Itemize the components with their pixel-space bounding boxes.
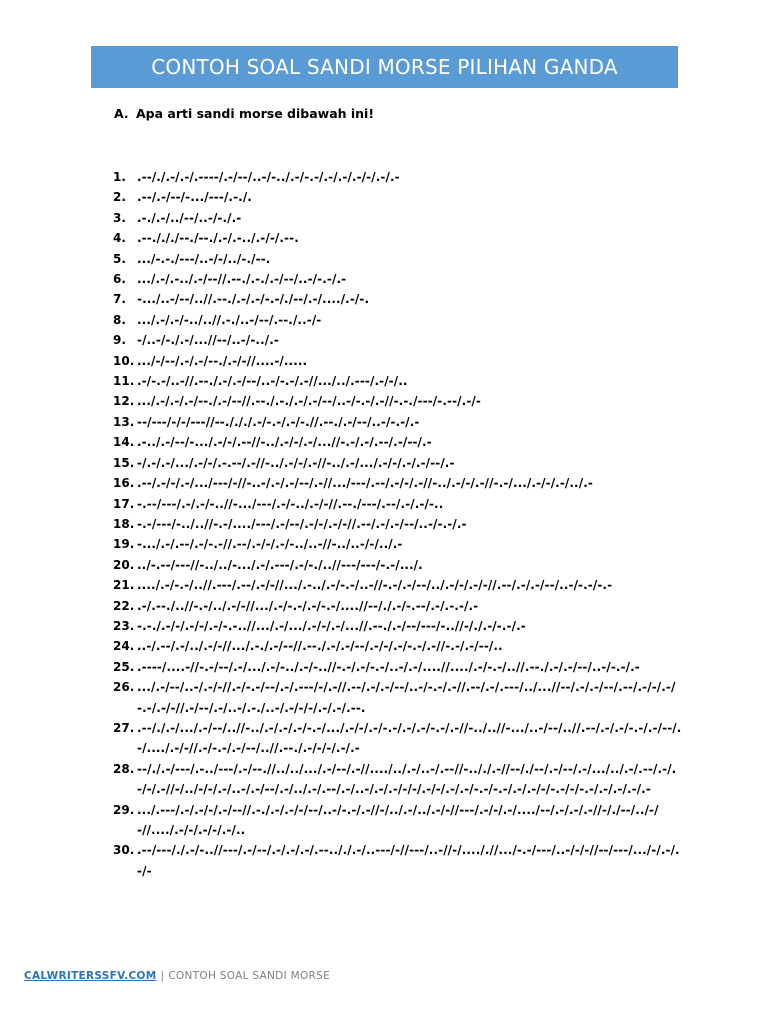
morse-code-text: .../-.-./---/..-/-/../-./--. xyxy=(137,251,271,266)
morse-code-text: .-/-.-/..-//.--./.-/.-/--/..-/-.-/.-//.../../.---/.-/-/.. xyxy=(137,374,408,389)
instruction xyxy=(114,106,374,121)
question-number: 9. xyxy=(113,333,126,348)
question-item xyxy=(113,759,683,800)
morse-code-text: .--/.-/-/.-/.../---/-//-..-/.-/.-/--/.-//.../---/.--/.-/-/.-//-../.-/-/.-//-.-/.../.-/-/.-/../.- xyxy=(137,476,593,491)
morse-code-text: .--/./.-/.../.-/--/..//-../.-/.-/.-/-.-/.../.-/-/.-/-.-/.-/.-/-.-/.-//-../..//-.../..-/--/..//.--/.-/.-/-.-/.-/--/.-/..../.-/-//.-/-.-/.-/--/..//.--./.-/-/-/.-/.- xyxy=(137,720,682,756)
question-item xyxy=(113,432,683,452)
question-item xyxy=(113,391,683,411)
question-item xyxy=(113,412,683,432)
question-item xyxy=(113,555,683,575)
morse-code-text: .--/.-/--/-.../---/.-./. xyxy=(137,190,252,205)
question-item xyxy=(113,596,683,616)
question-number: 3. xyxy=(113,210,126,225)
question-number: 6. xyxy=(113,272,126,287)
question-number: 15. xyxy=(113,455,135,470)
question-list xyxy=(113,167,683,881)
question-item xyxy=(113,187,683,207)
question-item xyxy=(113,677,683,718)
morse-code-text: .--/./.-/.-/.----/.-/--/..-/-../.-/-.-/.-/.-/.-/-/.-/.- xyxy=(137,170,400,184)
question-item xyxy=(113,208,683,228)
question-number: 16. xyxy=(113,476,135,491)
question-item xyxy=(113,167,683,187)
morse-code-text: .../.-/--/..-/.-/-//.-/-.-/--/.-/.---/-/.-//.--/.-/.-/--/..-/-.-/.-//.--/.-/.---/../...//--/.-/.-/--/.--/.-/-/.-/-.-/.-/-//.-/--/.-/..-/.-./..-/.-/-/-/.-/.-/.--. xyxy=(137,680,676,715)
footer-text: CONTOH SOAL SANDI MORSE xyxy=(168,970,331,982)
question-number: 22. xyxy=(113,598,135,613)
morse-code-text: -.../.-/.--/.-/-.-//.--/.-/-/.-/-../..-//-../..-/-/../.- xyxy=(137,537,403,552)
title-banner xyxy=(91,46,678,88)
question-number: 30. xyxy=(113,843,135,858)
morse-code-text: .----/....-//-.-/--/.-/.../.-/-../.-/-..//-.-/.-/-.-/..-/.-/....//..../.-/-.-/..//.--./.-/.-/--/..-/-.-/.- xyxy=(137,659,640,674)
morse-code-text: .../.---/.-/.-/-/.-/--//.-./.-/.-/-/--/..-/-.-/.-//-/../.-/../.-/-//---/.-/-/.-/..../--/.-/.-/.-//-/./--/../-/-//..../.-/-/.-/-/.-/.. xyxy=(137,802,659,837)
question-number: 1. xyxy=(113,170,126,184)
morse-code-text: ..../.-/-.-/..//.---/.--/.-/-//.../.-../.-/-.-/..-//-.-/.-/--/../.-/-/.-/-//.--/.-/.-/--/..-/-.-/-.- xyxy=(137,578,613,593)
page-title: CONTOH SOAL SANDI MORSE PILIHAN GANDA xyxy=(151,55,618,79)
question-item xyxy=(113,330,683,350)
footer xyxy=(24,970,330,982)
morse-code-text: --/---/-/-/---//--./././.-/-.-/.-/-.//.--./.-/--/..-/-.-/.- xyxy=(137,414,420,429)
question-number: 17. xyxy=(113,496,135,511)
question-number: 14. xyxy=(113,435,135,450)
question-number: 10. xyxy=(113,353,135,368)
morse-code-text: .--/---/./.-/-..//---/.-/--/.-/.-/.-/.--.././.-/..---/-//---/..-//-/...././/.../-.-/---/..-/-/-//--/---/.../-/.-/.-/- xyxy=(137,843,680,878)
morse-code-text: .../.-/.-../.-/--//.--./.-./.-/--/..-/-.-/.- xyxy=(137,272,347,287)
question-number: 7. xyxy=(113,292,126,307)
question-number: 12. xyxy=(113,394,135,409)
morse-code-text: -.--/---/.-/.-/-..//-.../---/.-/-../.-/-//.--./---/.--/.-/.-/-.. xyxy=(137,496,444,511)
question-item xyxy=(113,718,683,759)
question-number: 29. xyxy=(113,802,135,817)
question-number: 25. xyxy=(113,659,135,674)
question-number: 18. xyxy=(113,516,135,531)
question-item xyxy=(113,840,683,881)
question-number: 8. xyxy=(113,312,126,327)
question-item xyxy=(113,289,683,309)
morse-code-text: .-/.--./..//-.-/../.-/-//.../.-/-.-/.-/-.-/....//--/./.-/-.--/.-/.-.-/.- xyxy=(137,598,479,613)
question-item xyxy=(113,616,683,636)
question-item xyxy=(113,351,683,371)
footer-separator: | xyxy=(160,970,165,982)
morse-code-text: -.-/---/-../..//-.-/..../---/.-/--/.-/-/.-/-//.--/.-/.-/--/..-/-.-/.- xyxy=(137,516,467,531)
question-number: 28. xyxy=(113,761,135,776)
footer-link[interactable]: CALWRITERSSFV.COM xyxy=(24,970,157,982)
morse-code-text: ../-.--/---//-../../-.../.-/.---/.-/-./..//---/---/-.-/.../. xyxy=(137,557,423,572)
question-number: 19. xyxy=(113,537,135,552)
question-number: 26. xyxy=(113,680,135,695)
question-item xyxy=(113,249,683,269)
morse-code-text: -.-./.-/-/.-/-/.-/-.-..//.../.-/.../.-/-/.-/...//.--./.-/--/---/-..//-/./.-/-.-/.- xyxy=(137,618,526,633)
question-item xyxy=(113,269,683,289)
question-item xyxy=(113,453,683,473)
question-item xyxy=(113,371,683,391)
morse-code-text: -.../..-/--/..//.--./.-/.-/-.-/./--/.-/..../.-/-. xyxy=(137,292,370,307)
question-item xyxy=(113,575,683,595)
question-item xyxy=(113,228,683,248)
question-item xyxy=(113,800,683,841)
question-item xyxy=(113,494,683,514)
morse-code-text: .../.-/.-/-../..//.-./..-/--/.--./..-/- xyxy=(137,312,322,327)
question-item xyxy=(113,310,683,330)
morse-code-text: .-../.-/--/-.../.-/-/.--//-../.-/-/.-/...//-.-/.-/.--/.-/--/.- xyxy=(137,435,432,450)
question-number: 11. xyxy=(113,374,135,389)
instruction-text: Apa arti sandi morse dibawah ini! xyxy=(136,106,375,121)
morse-code-text: .-./.-/../--/..-/-./.- xyxy=(137,210,242,225)
morse-code-text: --/./.-/---/.-../---/.-/--.//../../.../.-/--/.-//..../../.-/..-/.--//-.././.-//--/./--/.-/--/.-/.../../.-/.--/.-/.-/-/.-//-/../-/-/.-/..-/.-/--/.-/../.-/.--/.-/..-/.-/.-/-/-/.-/-/.-/.-/-.-/-.-/.-/.-/-/-.-/-/-.-/.-/.-/.-/.- xyxy=(137,761,677,797)
question-number: 4. xyxy=(113,231,126,246)
morse-code-text: .../.-/.-/.-/--./.-/--//.--./.-./.-/.-/--/..-/-.-/.-//-.-./---/-.--/.-/- xyxy=(137,394,481,409)
question-item xyxy=(113,657,683,677)
question-item xyxy=(113,636,683,656)
question-number: 20. xyxy=(113,557,135,572)
morse-code-text: -/.-/.-/.../.-/-/.-.--/.-//-../.-/-/.-//-../.-/.../.-/-/.-/.-/--/.- xyxy=(137,455,455,470)
question-number: 21. xyxy=(113,578,135,593)
morse-code-text: .--./././--./--./.-/.-../.-/-/.--. xyxy=(137,231,299,246)
question-number: 13. xyxy=(113,414,135,429)
morse-code-text: -/..-/-./.-/...//--/..-/-../.- xyxy=(137,333,279,348)
morse-code-text: ..-/.--/.-/../.-/-//.../.-./.-/--//.--./.-/.-/--/.-/-/.-/-.-/.-//-.-/.-/--/.. xyxy=(137,639,503,654)
question-number: 5. xyxy=(113,251,126,266)
question-number: 24. xyxy=(113,639,135,654)
question-number: 27. xyxy=(113,720,135,735)
question-item xyxy=(113,514,683,534)
question-item xyxy=(113,473,683,493)
morse-code-text: .../-/--/.-/.-/--./.-/-//....-/..... xyxy=(137,353,308,368)
question-number: 2. xyxy=(113,190,126,205)
question-number: 23. xyxy=(113,618,135,633)
question-item xyxy=(113,534,683,554)
instruction-letter: A. xyxy=(114,106,129,121)
